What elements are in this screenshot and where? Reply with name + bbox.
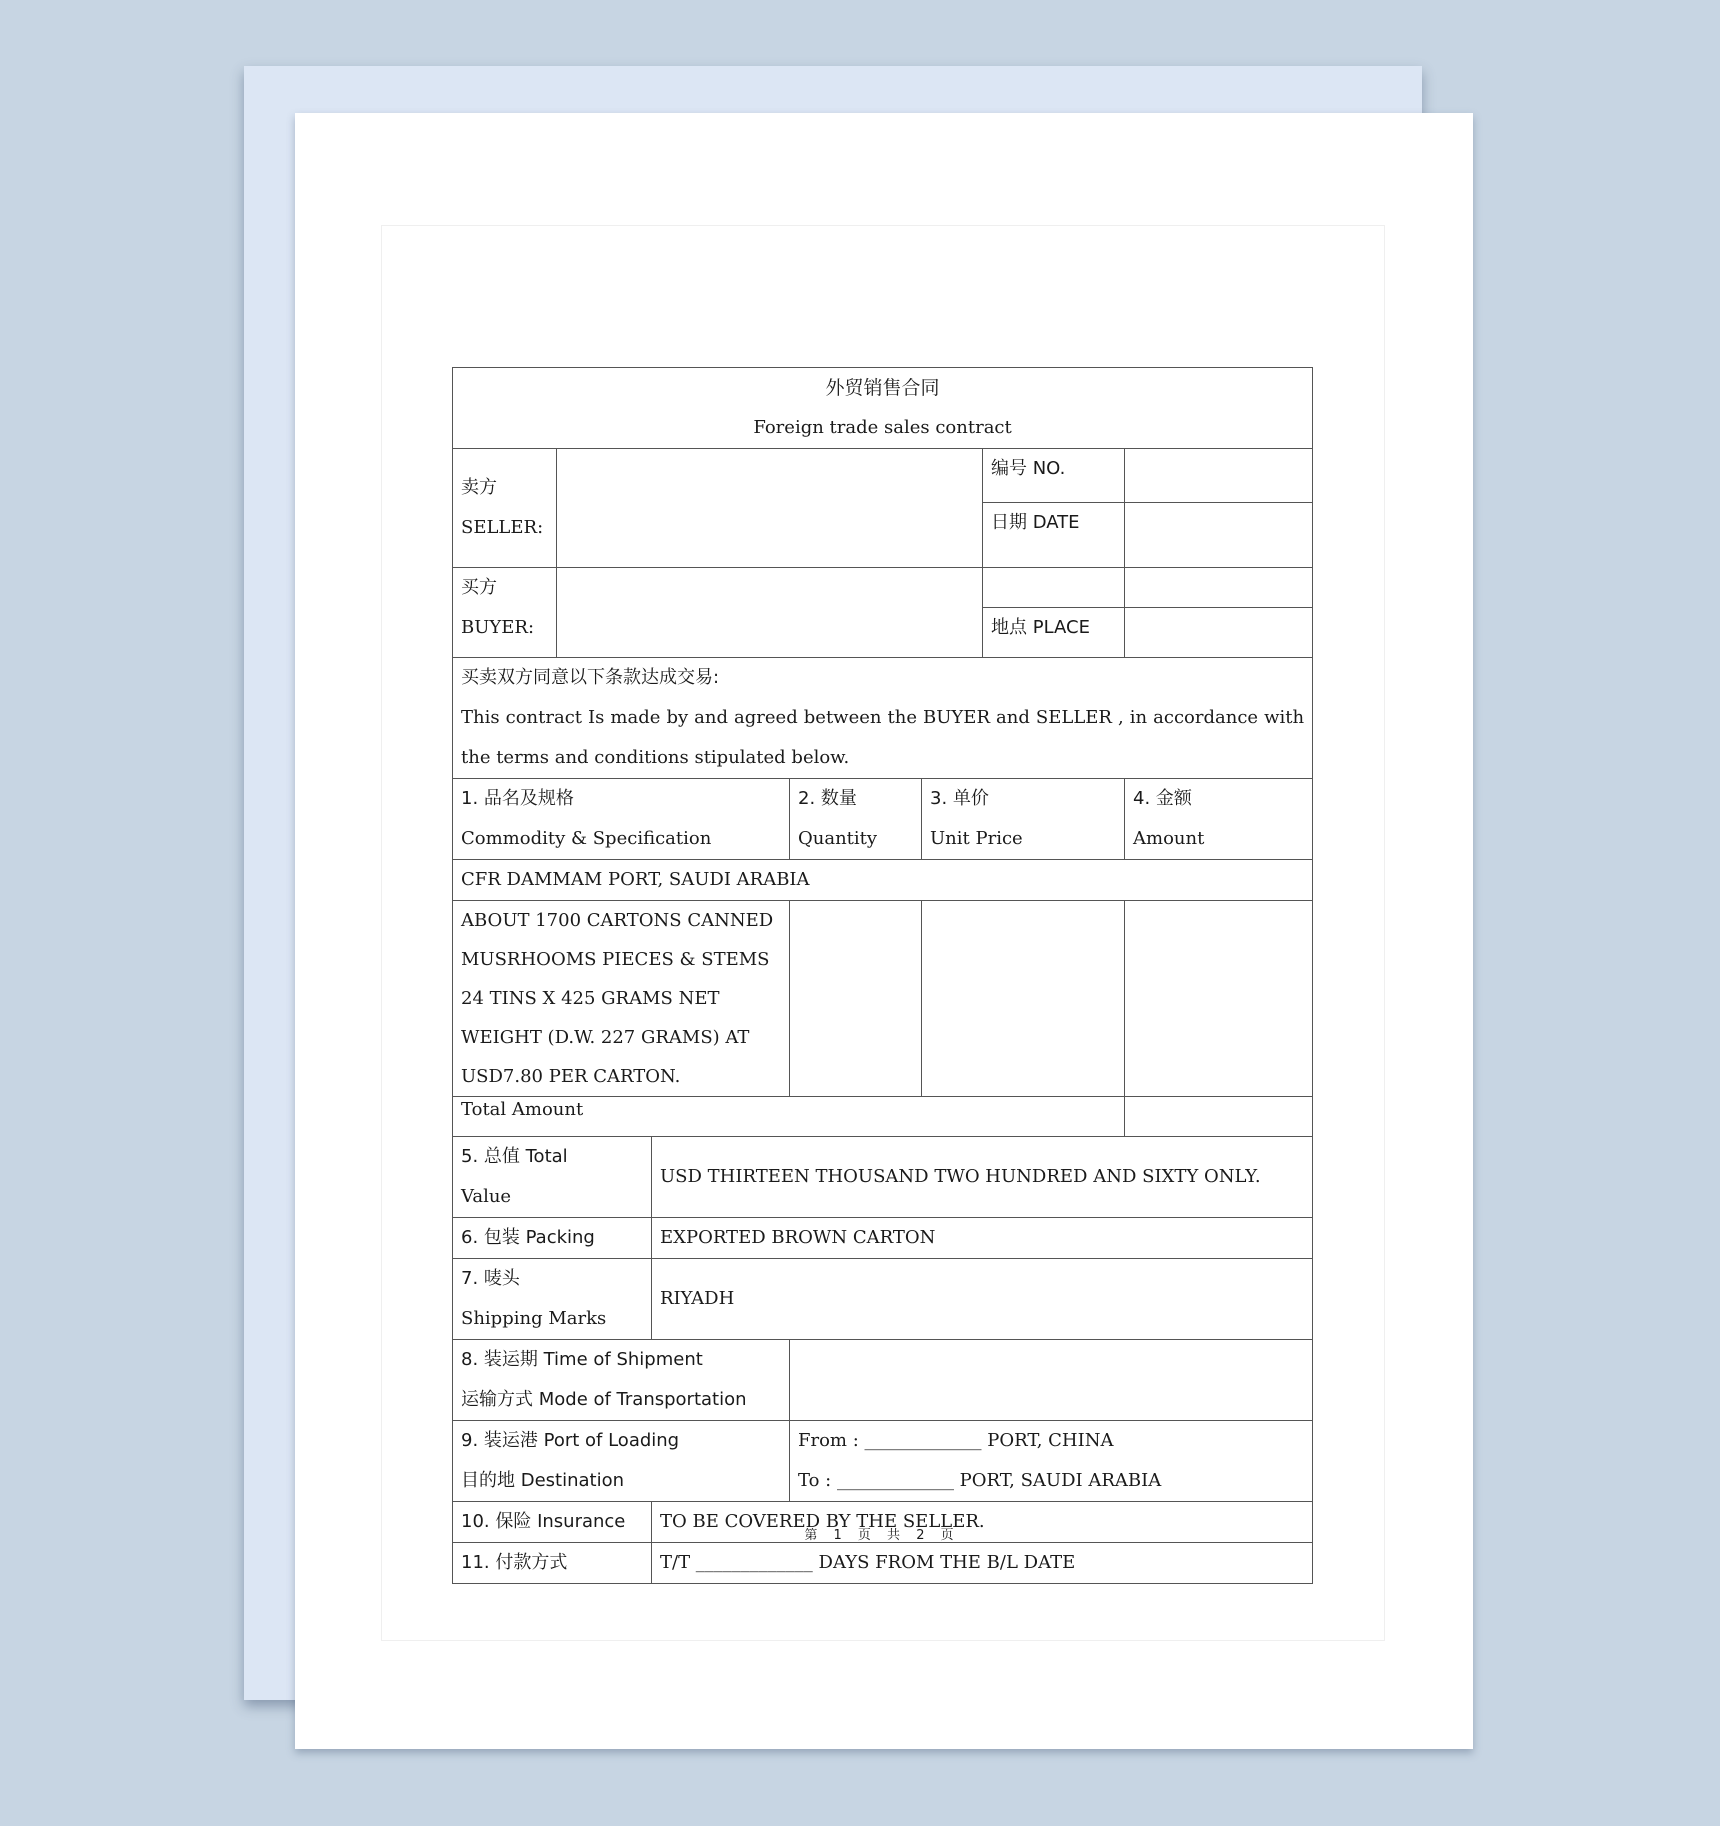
- date-label: 日期 DATE: [991, 512, 1080, 533]
- title-en: Foreign trade sales contract: [753, 417, 1012, 438]
- packing-value-cell: [652, 1218, 1313, 1259]
- seller-label-cell: [453, 449, 557, 568]
- shipment-label-cell: [453, 1340, 790, 1421]
- packing-label: 6. 包装 Packing: [461, 1227, 595, 1248]
- agreement-en: This contract Is made by and agreed between the BUYER and SELLER , in accordance with the terms and conditions stipulated below.: [461, 707, 1305, 768]
- title-cn: 外贸销售合同: [825, 377, 940, 399]
- payment-label: 11. 付款方式: [461, 1552, 568, 1573]
- date-value-cell[interactable]: [1125, 503, 1313, 568]
- port-label-cell: [453, 1421, 790, 1502]
- shipping-marks-value: RIYADH: [660, 1288, 735, 1309]
- page-number-footer: 第 1 页 共 2 页: [804, 1528, 960, 1543]
- total-amount-label-cell: [453, 1097, 1125, 1137]
- seller-value-cell[interactable]: [557, 449, 983, 568]
- place-value-cell[interactable]: [1125, 608, 1313, 658]
- shipping-marks-label-2: Shipping Marks: [461, 1308, 607, 1329]
- header-amount-en: Amount: [1133, 828, 1205, 849]
- buyer-value-cell[interactable]: [557, 568, 983, 658]
- buyer-label-en: BUYER:: [461, 617, 535, 638]
- contract-table: [452, 367, 1313, 1584]
- header-amount: [1125, 779, 1313, 860]
- place-label: 地点 PLACE: [991, 617, 1090, 638]
- date-label-cell: [983, 503, 1125, 568]
- header-commodity-en: Commodity & Specification: [461, 828, 712, 849]
- commodity-desc: ABOUT 1700 CARTONS CANNED MUSRHOOMS PIECES & STEMS 24 TINS X 425 GRAMS NET WEIGHT (D.W. 227 GRAMS) AT USD7.80 PER CARTON.: [461, 910, 774, 1087]
- item-header-row: [453, 779, 1313, 860]
- buyer-label-cell: [453, 568, 557, 658]
- total-value-label-2: Value: [461, 1186, 512, 1207]
- blank-value-cell[interactable]: [1125, 568, 1313, 608]
- header-quantity-en: Quantity: [798, 828, 878, 849]
- blank-label-cell: [983, 568, 1125, 608]
- packing-label-cell: [453, 1218, 652, 1259]
- no-label: 编号 NO.: [991, 458, 1066, 479]
- header-commodity-cn: 1. 品名及规格: [461, 788, 574, 809]
- port-loading-label: 9. 装运港 Port of Loading: [461, 1430, 680, 1451]
- total-amount-label: Total Amount: [461, 1099, 584, 1120]
- shipping-marks-label-cell: [453, 1259, 652, 1340]
- payment-value-cell: [652, 1543, 1313, 1584]
- total-value-text: USD THIRTEEN THOUSAND TWO HUNDRED AND SIXTY ONLY.: [660, 1166, 1261, 1187]
- port-value-cell: [790, 1421, 1313, 1502]
- place-label-cell: [983, 608, 1125, 658]
- total-value-label-cell: [453, 1137, 652, 1218]
- header-quantity-cn: 2. 数量: [798, 788, 857, 809]
- agreement-cn: 买卖双方同意以下条款达成交易:: [461, 667, 720, 688]
- shipment-label-1: 8. 装运期 Time of Shipment: [461, 1349, 703, 1370]
- shipment-value-cell[interactable]: [790, 1340, 1313, 1421]
- no-value-cell[interactable]: [1125, 449, 1313, 503]
- commodity-desc-cell: [453, 901, 790, 1097]
- total-value-cell: [652, 1137, 1313, 1218]
- payment-value: T/T _____________ DAYS FROM THE B/L DATE: [660, 1552, 1076, 1573]
- unit-price-value-cell[interactable]: [922, 901, 1125, 1097]
- title-row: [453, 368, 1313, 449]
- shipping-marks-value-cell: [652, 1259, 1313, 1340]
- header-commodity: [453, 779, 790, 860]
- destination-label: 目的地 Destination: [461, 1470, 625, 1491]
- cfr-line: CFR DAMMAM PORT, SAUDI ARABIA: [461, 869, 810, 890]
- seller-label-en: SELLER:: [461, 517, 544, 538]
- payment-label-cell: [453, 1543, 652, 1584]
- insurance-label: 10. 保险 Insurance: [461, 1511, 626, 1532]
- buyer-label-cn: 买方: [461, 577, 497, 598]
- quantity-value-cell[interactable]: [790, 901, 922, 1097]
- port-from-text: From : _____________ PORT, CHINA: [798, 1430, 1114, 1451]
- total-value-label-1: 5. 总值 Total: [461, 1146, 568, 1167]
- no-label-cell: [983, 449, 1125, 503]
- packing-value: EXPORTED BROWN CARTON: [660, 1227, 936, 1248]
- total-amount-value-cell[interactable]: [1125, 1097, 1313, 1137]
- header-unit-price-en: Unit Price: [930, 828, 1023, 849]
- header-unit-price: [922, 779, 1125, 860]
- seller-label-cn: 卖方: [461, 477, 497, 498]
- cfr-line-cell: [453, 860, 1313, 901]
- header-quantity: [790, 779, 922, 860]
- header-unit-price-cn: 3. 单价: [930, 788, 989, 809]
- shipping-marks-label-1: 7. 唛头: [461, 1268, 520, 1289]
- shipment-label-2: 运输方式 Mode of Transportation: [461, 1389, 747, 1410]
- port-to-text: To : _____________ PORT, SAUDI ARABIA: [798, 1470, 1162, 1491]
- agreement-cell: [453, 658, 1313, 779]
- header-amount-cn: 4. 金额: [1133, 788, 1192, 809]
- insurance-value: TO BE COVERED BY THE SELLER.: [660, 1511, 985, 1532]
- amount-value-cell[interactable]: [1125, 901, 1313, 1097]
